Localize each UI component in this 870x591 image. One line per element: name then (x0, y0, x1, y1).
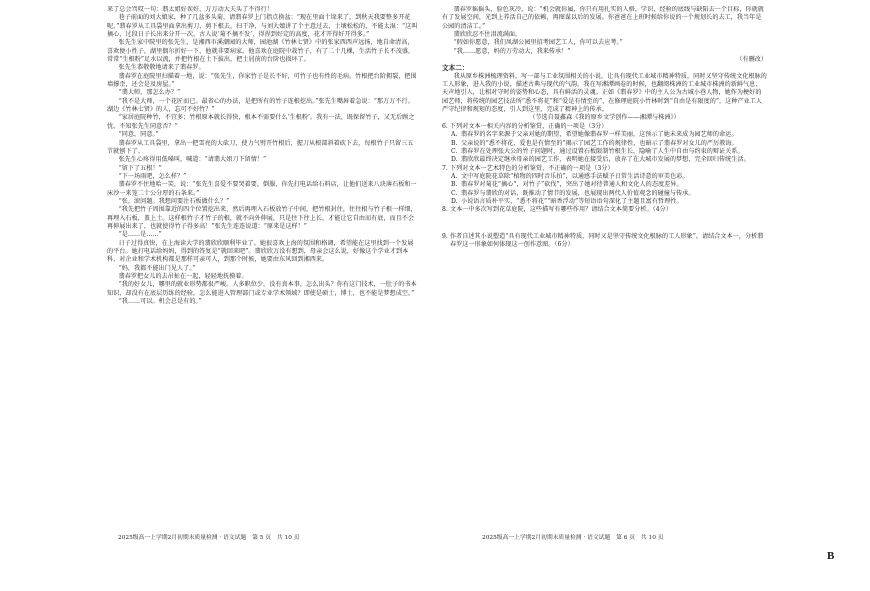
left-page-footer: 2025级高一上学期2月初期末质量检测 · 语文试题 第 5 页 共 10 页 (118, 535, 300, 541)
story-paragraph: “张，滚问题。我想问要注石板做什么？” (118, 197, 230, 205)
story-paragraph: 张先生家中院里的张先生，是湘西市溪潮园的大师，园池湖《竹林七贤》中的张家西西声远扬，地自命清高，喜欢便小性子，湖里偶尔折好一下，他就非要病家。他喜欢在庭院中栽竹子，有了二十几棵，生活竹子长不茂盛，常常“生根粉”足水以流，并把竹根在土下拔出，把土屑前的台阶也损坏了。 (107, 39, 415, 64)
option-text: 翡春罗对菊花“摘心”，对竹子“砍伐”，突出了她对待普通人和文化人的态度差异。 (461, 181, 683, 189)
question-stem: 下列对文本一相关内容的分析鉴赏，正确的一项是（3分） (449, 122, 608, 130)
option-letter: D. (451, 156, 458, 164)
question-number: 6. (442, 122, 448, 130)
answer-option (442, 131, 767, 139)
story-paragraph: “假如你愿意，我们凤湖公园里招考园艺工人，你可以去应考。” (453, 39, 623, 47)
answer-option (442, 173, 767, 181)
story-paragraph: “我不是大师，一个花匠而已。最省心的办法，是把所有的竹子连根挖出。”张先生嘴唇着急说：“那万万不行。湖边《竹林七贤》的人，忘可不好竹？” (107, 97, 414, 114)
option-letter: B. (451, 139, 458, 147)
story-paragraph: “我……愿意，妈的万劳动大，我来传承！” (453, 47, 571, 55)
question-6 (442, 123, 767, 131)
story-paragraph: “下一场雨吧，怎么样？” (118, 172, 187, 180)
option-letter: D. (451, 197, 458, 205)
question-8 (442, 206, 767, 214)
left-page-text-column (107, 6, 419, 526)
text2-source-note: （节选自聂鑫森《我的原乡文学创作——湘潭与株洲》） (529, 114, 680, 122)
story-paragraph: 日子过得真快，在上海读大学的翡欣欣顺利毕业了。她很喜欢上海的氛围和格调，希望能在这里找到一个发展的平台。她打电话给妈妈，得到的答复是“就回来吧”。翡欣欣万没有想到，母亲会这么说，好像这个学业才到本科，对企业和学术机构都是那样可亲可人，到那个时候，她要由东风回到湘西来。 (107, 239, 414, 264)
question-7 (442, 165, 767, 173)
essay-paragraph: 我从原乡株洲梳理资料，写一部与工业氛围相关的小说，让具有现代工业城市精神特质，同时又坚守传统文化根脉的工人形象，进入我的小说，描述古典与现代的气韵。我在写湘潭画卷的时候，也翻阅株洲的工业城市株洲的新鲜气息，天声地引人，让相对守时的姿势和心态，具有鲜活的灵魂。正如《翡春罗》中的主人公为古城小巷人物，她作为梗好的园艺师，将传统的园艺技法所“悉不将花”和“爱是有情至的”，在修理庭院小竹林时到“自由是有限度的”，这种产业工人严守纪律和规矩的态度，引人到这里，完成了精神上的传承。 (442, 72, 767, 114)
option-letter: C. (451, 147, 458, 155)
answer-option (442, 181, 767, 189)
option-text: 翡春罗的名字来源于父亲对她的期望，希望她像翡春罗一样美丽，这预示了她未来成为园艺师的命运。 (461, 131, 738, 139)
text1-source-note: （有删改） (736, 56, 767, 64)
story-paragraph: “留下了五根！” (118, 164, 162, 172)
question-number: 7. (442, 164, 448, 172)
option-text: 父亲说的“悉不将花，爱也是有情至的”揭示了园艺工作的规律性，也暗示了翡春罗对女儿的严厉教诲。 (461, 139, 738, 147)
option-text: 翡春罗与翡欣的对话，既推动了情节的发展，也展现出两代人价值观念的碰撞与传承。 (461, 189, 695, 197)
question-stem: 下列对文本一艺术特色的分析鉴赏，不正确的一项是（3分） (449, 164, 614, 172)
story-paragraph: “翡大师，那怎么办？” (118, 89, 181, 97)
answer-option (442, 190, 767, 198)
right-page (435, 0, 870, 591)
option-text: 翡春罗在处理张大公的竹子问题时，通过设置石板限制竹根生长，隐喻了人生中自由与约束的辩证关系。 (461, 147, 744, 155)
story-paragraph: “同意，同意。” (118, 131, 159, 139)
story-paragraph: 翡春罗从工具袋里，拿出一把雪亮的大砍刀，使力气劈开竹根后，握刀从根部斜着砍下去，每根竹子只留三五节就刨下了。 (107, 139, 414, 155)
story-paragraph: 巷子前面的刘大娘家，种了几盆多头菊，请翡春罗上门指点换盆：“现在里面十垛来了，到秋天我要整多开花呢。”翡春罗从工具袋里面拿出剪刀，剪下根去，扫干净，与刘大娘讲了个主意过去，土壤松松的，不能太湿：“这叫摘心，过段日子长出来分开一次，古人说‘菊不摘不发’，得捏到好定的高度，花才开得好开得多。” (107, 14, 418, 39)
story-paragraph: 来了总会骂哎一句：翡太姐好诶好，万万动大夫头了不得行！ (107, 6, 273, 13)
story-paragraph: 翡春罗在庭院里扫描着一地，说：“张先生，你家竹子是长不好，可竹子也有性的毛病。竹根把台阶拥裂，把围墙撑歪，还会是及房屋。” (107, 72, 417, 89)
story-paragraph: “我先把竹子周围靠近的四个位置挖出来，然后再埋入石板放竹子中间，把竹根封住，往往根与竹子根一样细，再埋入石板，盖上土。这样根竹子才竹子的根，就不向外伸展，只是往下往上长，才能让它自由而有底，而且不会再伸展出来了，也就使得竹子得多高！”张先生连连说道：“原来是这样！” (107, 206, 417, 230)
option-text: 文中写庭院花草除“植物的四时音乐拍”，以通感手法赋予日常生活诗意的审美色彩。 (461, 172, 689, 180)
option-text: 翡欣欣最终决定继承母亲的园艺工作，表明她在接受后，放弃了在大城市发展的梦想，完全回归传统生活。 (461, 156, 750, 164)
answer-option (442, 148, 767, 156)
question-number: 8. (442, 206, 448, 214)
story-paragraph: “是……是……” (118, 231, 162, 239)
right-page-footer: 2025级高一上学期2月初期末质量检测 · 语文试题 第 6 页 共 10 页 (482, 535, 664, 541)
story-paragraph: 张先生心疼得用低嗓叫，喊道：“请翡大姐刀下留情！” (118, 156, 267, 164)
answer-option (442, 140, 767, 148)
option-letter: A. (451, 172, 458, 180)
story-paragraph: “家居庭院种竹，不宜多；竹根原本就长得快，根本不需要什么‘生根粉’。我有一法，既保留竹子，又无后顾之忧，不知张先生同意否？” (107, 114, 415, 130)
answer-option (442, 198, 767, 206)
story-paragraph: 翡春罗不住地哈一笑，说：“张先生喜爱不要哭着要，倒服，你先打电话给石料店，让他们送来八块薄石板和一床沙一来笼二十公分厚的石条来。” (107, 181, 417, 197)
story-paragraph: 翡春罗把女儿的去吊扯在一起，轻轻地抚摸着。 (118, 273, 248, 280)
story-paragraph: 翡欣欣忍不住泪流满面。 (453, 31, 522, 39)
story-paragraph: 翡春罗摇摇头，脸色灰冷，说：“机会就你属，你只有用扎实的人格，学识、经验的底线与缺陷去一个目标，你就就有了发展空间，光到上养活自己的依赖，再图谋以后的发展。你爸爸在上班时候给你说的一个规划长的去工，我当年是公园的清洁工。” (442, 6, 764, 30)
answer-space (442, 215, 767, 233)
option-text: 小说语言质朴平实，“悉不将花”“暗香浮动”等短语语句深化了主题且富有哲理性。 (461, 197, 683, 205)
right-page-text-column (442, 6, 767, 526)
option-letter: A. (451, 131, 458, 139)
question-stem: 文本一中多次写到花草庭院，这些描写有哪些作用？请结合文本简要分析。（4分） (449, 206, 672, 214)
question-9 (442, 233, 767, 250)
story-paragraph: “我的好女儿，哪里的就业形势都很严峻。人多职位少，没有真本事，怎么出头？你有这门技术，一肚子的书本知识，却没有在底层历练的经验，怎么能进入管理部门或专业学术领域？即使是硕士，博士，也不能是梦想成空。” (107, 281, 417, 297)
text2-heading: 文本二： (442, 64, 469, 73)
option-letter: B. (451, 181, 458, 189)
option-letter: C. (451, 189, 458, 197)
paper-version-mark: B (827, 550, 835, 562)
story-paragraph: “妈，我都不能出门见人了。” (118, 264, 196, 272)
answer-option (442, 156, 767, 164)
question-stem: 作者自述其小说塑造“具有现代工业城市精神特质，同时又是坚守传统文化根脉的工人形象”。请结合文本一，分析翡春罗这一形象如何体现这一创作意图。（6分） (449, 232, 764, 248)
question-number: 9. (442, 232, 448, 240)
story-paragraph: “我……可以。机会总是有的。” (118, 298, 202, 306)
story-paragraph: 张先生恭敬敬地请来了翡春罗。 (118, 64, 205, 72)
